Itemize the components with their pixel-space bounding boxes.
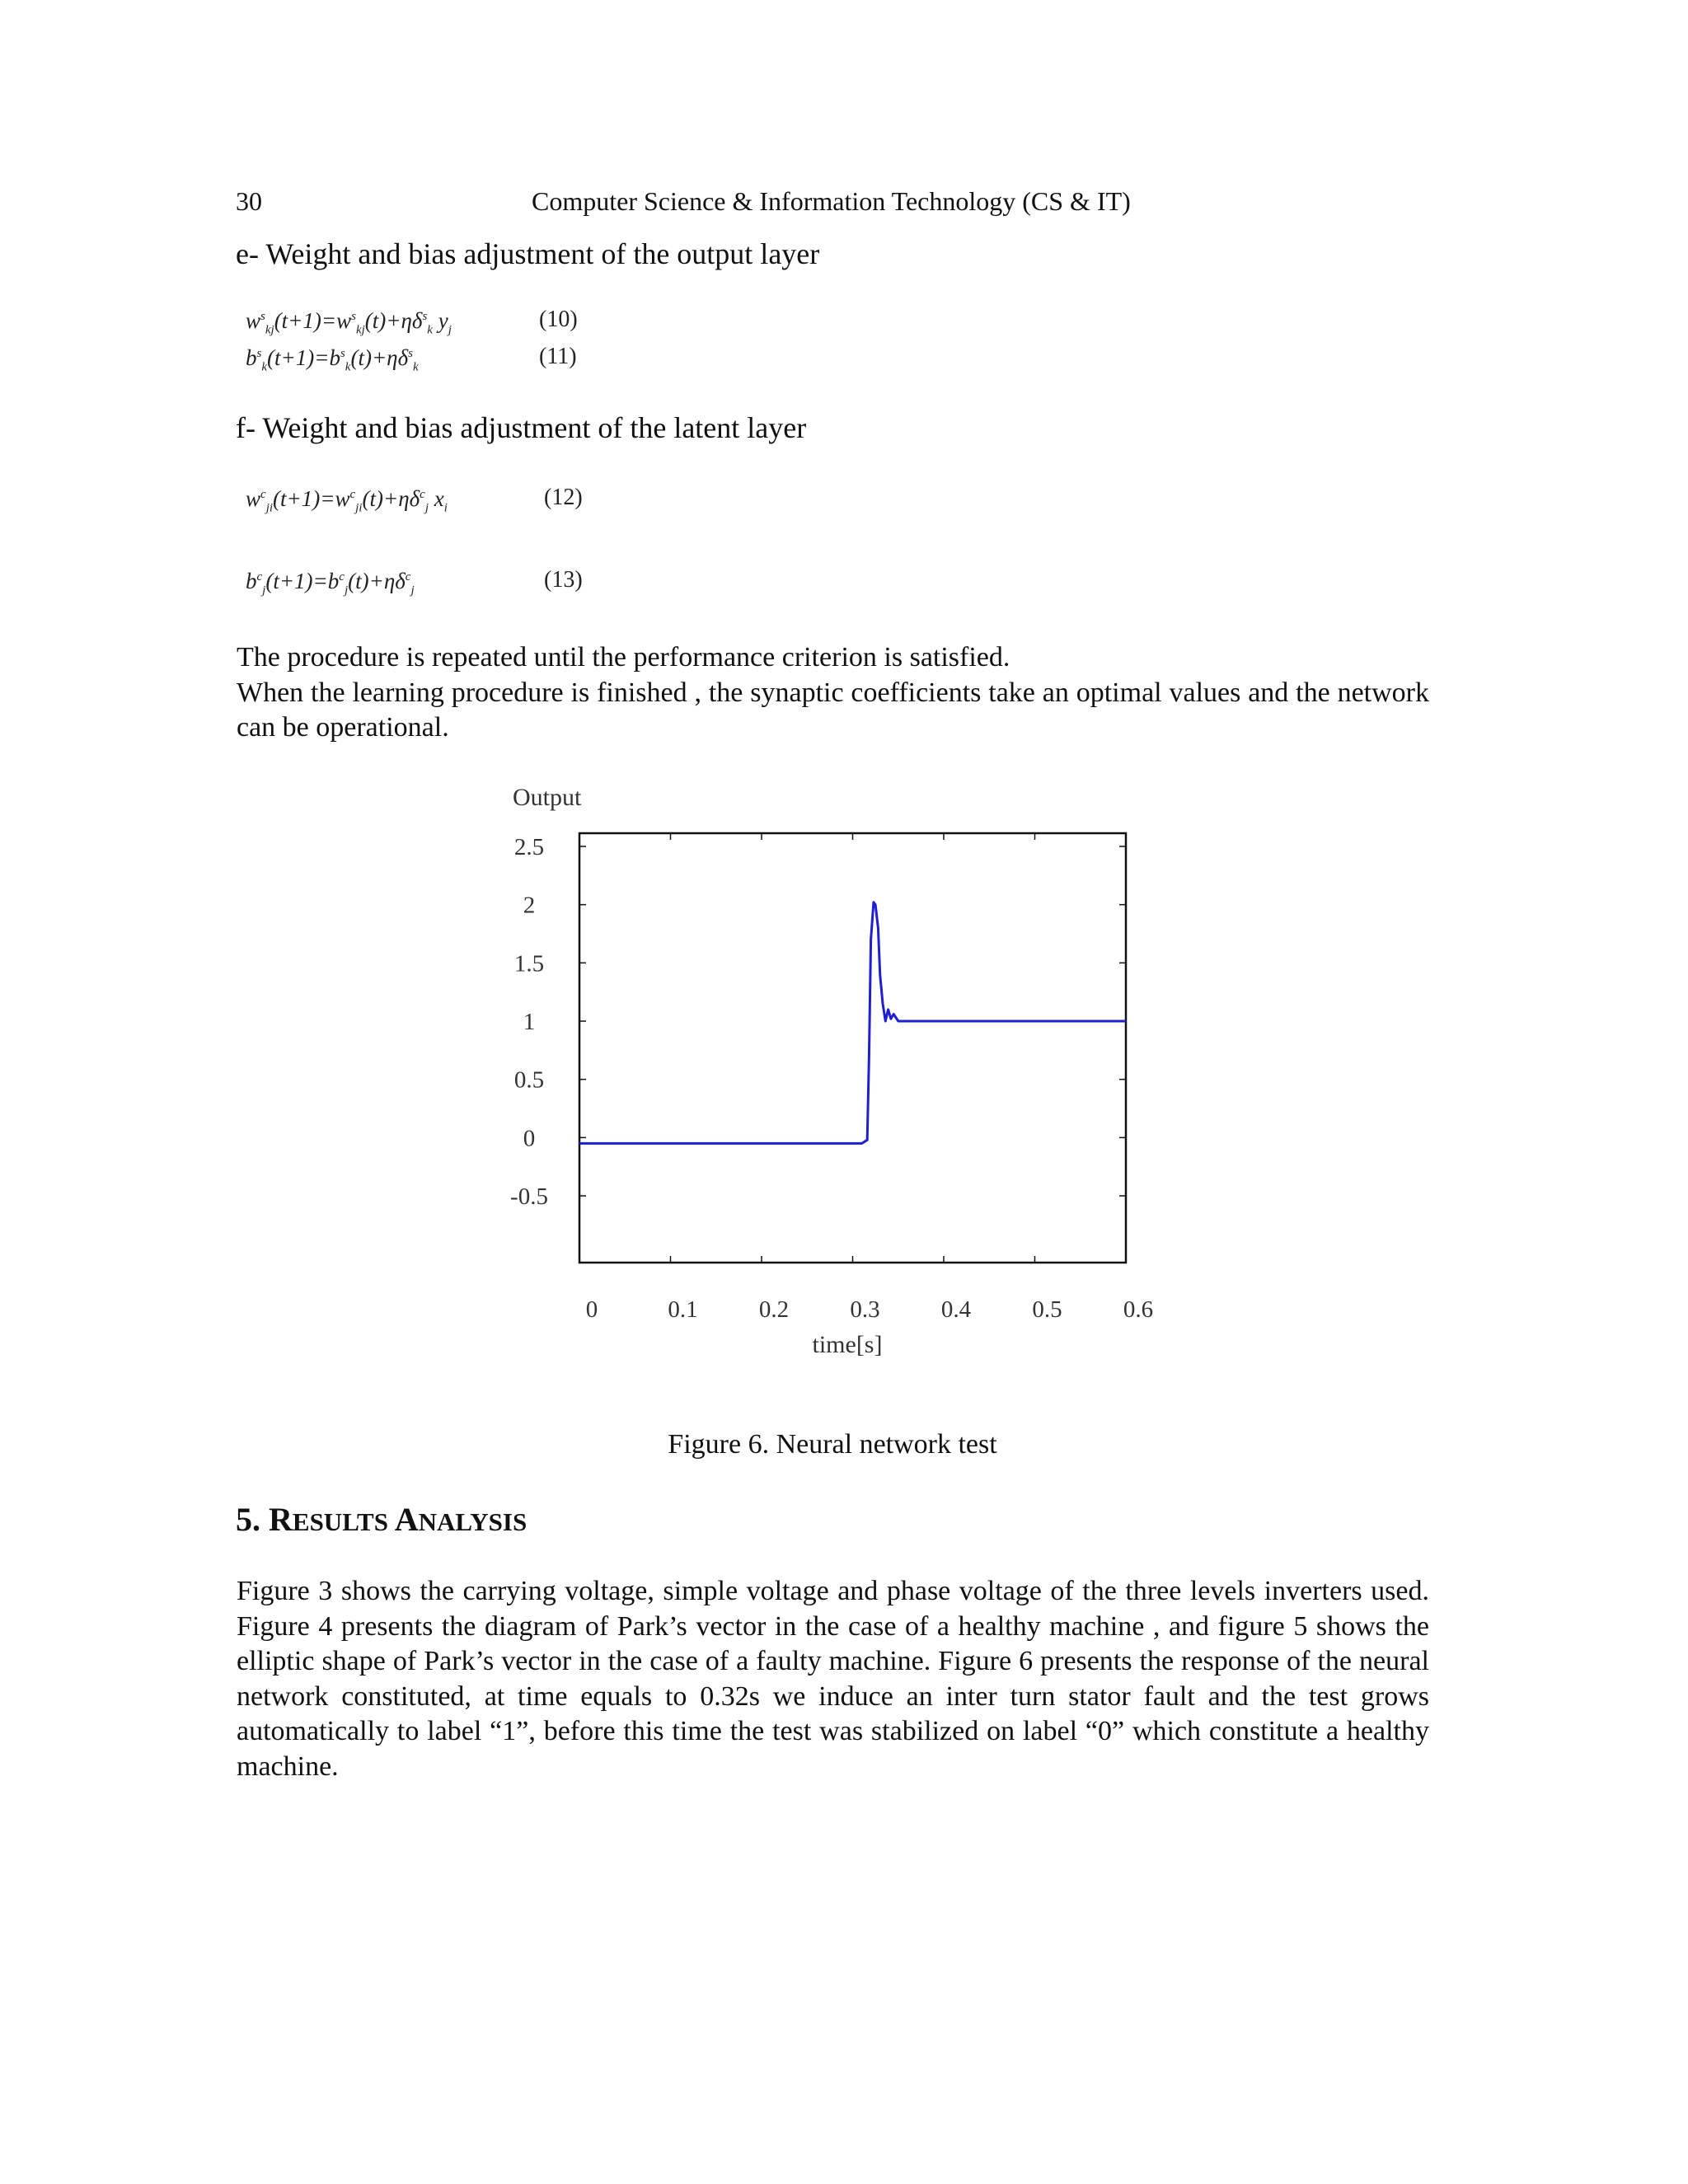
series-line — [579, 902, 1126, 1144]
subsection-e-title: e- Weight and bias adjustment of the output layer — [236, 237, 820, 270]
y-tick-label: 0 — [523, 1125, 536, 1152]
page-number: 30 — [236, 186, 262, 216]
paragraph-line: The procedure is repeated until the performance criterion is satisfied. — [237, 642, 1010, 673]
x-tick-label: 0 — [585, 1296, 598, 1323]
paragraph-procedure — [237, 640, 1429, 746]
equation-11: $b^s_k(t+1)=b^s_k(t)+\eta\delta^s_k$ — [246, 345, 419, 374]
section-5-body — [237, 1574, 1429, 1784]
paragraph-line: When the learning procedure is finished , the synaptic coefficients take an optimal values and the network can be operational. — [237, 677, 1429, 743]
equation-13-number: (13) — [544, 567, 583, 593]
equation-11-number: (11) — [539, 344, 577, 369]
x-tick-label: 0.4 — [940, 1296, 972, 1323]
section-title-word — [269, 1501, 388, 1538]
x-tick-label: 0.3 — [850, 1296, 880, 1323]
section-number: 5. — [236, 1501, 260, 1538]
section-title-initial: R — [269, 1501, 293, 1538]
y-tick-label: 0.5 — [513, 1066, 545, 1094]
equation-12: $w^c_{ji}(t+1)=w^c_{ji}(t)+\eta\delta^c_j$ $x_i$ — [246, 486, 448, 515]
running-title: Computer Science & Information Technology (CS & IT) — [532, 186, 1131, 216]
plot-frame — [579, 833, 1126, 1263]
section-5-title — [236, 1500, 527, 1539]
subsection-f-title: f- Weight and bias adjustment of the latent layer — [236, 411, 807, 444]
x-tick-label: 0.2 — [758, 1296, 790, 1323]
x-tick-label: 0.6 — [1123, 1296, 1154, 1323]
y-tick-label: -0.5 — [510, 1183, 548, 1210]
x-tick-label: 0.1 — [668, 1296, 698, 1323]
figure-caption: Figure 6. Neural network test — [668, 1429, 997, 1460]
section-title-rest: ESULTS — [292, 1507, 388, 1536]
equation-10-number: (10) — [539, 307, 578, 332]
y-tick-label: 1 — [523, 1009, 536, 1035]
equation-12-number: (12) — [544, 485, 583, 510]
equation-10: $w^s_{kj}(t+1)=w^s_{kj}(t)+\eta\delta^s_k$ $y_j$ — [246, 308, 452, 337]
y-tick-label: 1.5 — [513, 950, 545, 977]
section-title-rest: NALYSIS — [418, 1507, 528, 1536]
y-tick-label: 2 — [523, 892, 536, 919]
paragraph-block — [237, 676, 1429, 746]
body-paragraph: Figure 3 shows the carrying voltage, simple voltage and phase voltage of the three levels inverters used. Figure 4 presents the diagram of Park’s vector in the case of a healthy machine , and figure 5 shows the elliptic shape of Park’s vector in the case of a faulty machine. Figure 6 presents the response of the neural network constituted, at time equals to 0.32s we induce an inter turn stator fault and the test grows automatically to label “1”, before this time the test was stabilized on label “0” which constitute a healthy machine. — [237, 1576, 1429, 1782]
equation-13: $b^c_j(t+1)=b^c_j(t)+\eta\delta^c_j$ — [246, 569, 415, 598]
x-tick-label: 0.5 — [1032, 1296, 1062, 1323]
section-title-initial: A — [394, 1501, 419, 1538]
x-axis-label: time[s] — [812, 1331, 883, 1358]
section-title-word — [395, 1501, 527, 1538]
y-tick-label: 2.5 — [513, 834, 545, 860]
y-axis-label: Output — [513, 784, 582, 811]
figure-6-chart — [495, 771, 1154, 1376]
